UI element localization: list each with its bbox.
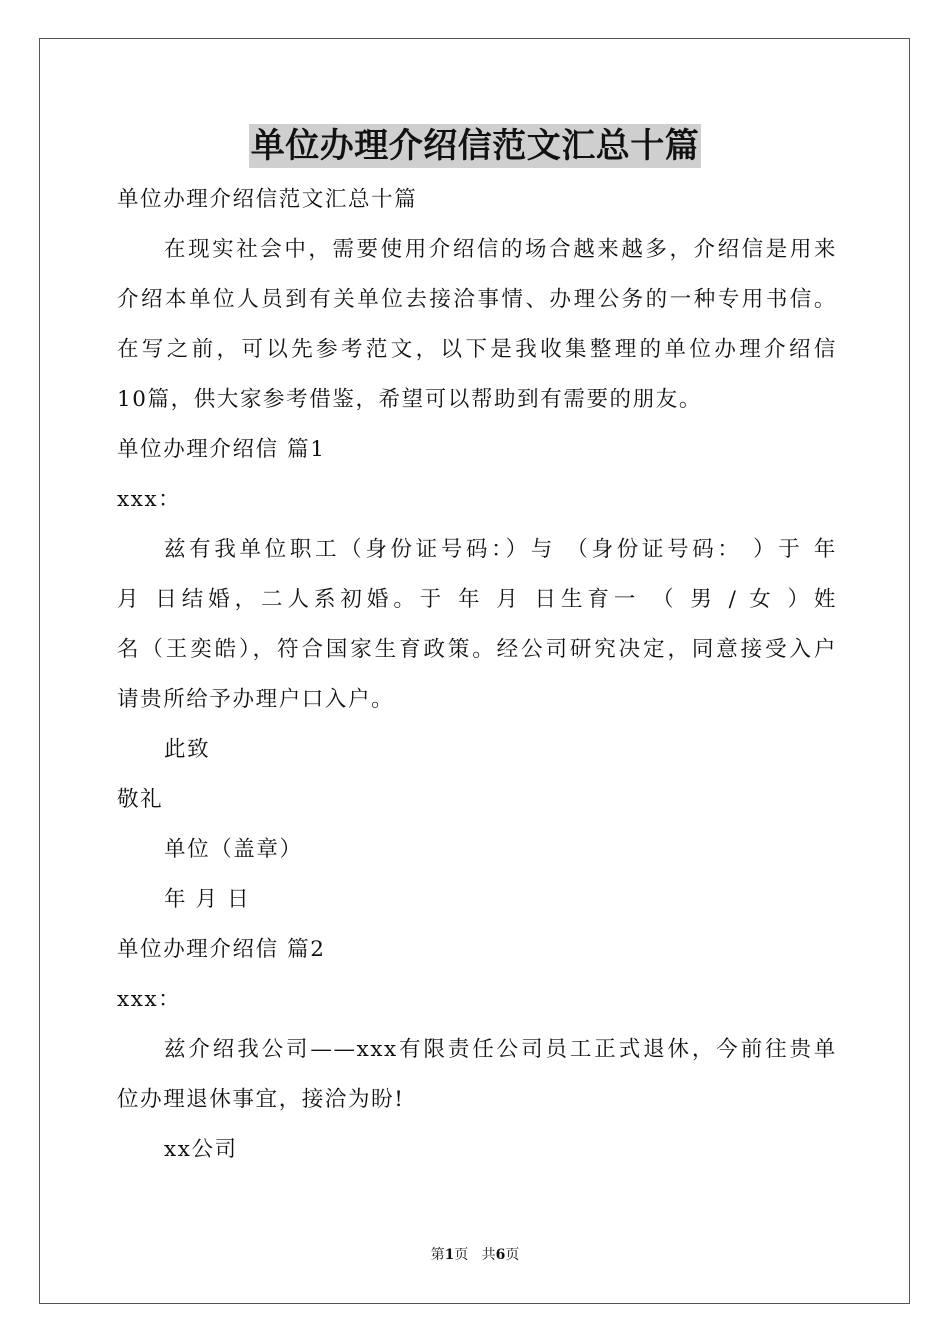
total-label-prefix: 共	[481, 1247, 496, 1263]
total-page-number: 6	[495, 1247, 506, 1263]
text-line: 年 月 日	[164, 887, 251, 912]
text-line: 单位办理介绍信范文汇总十篇	[117, 187, 418, 212]
text-line: 介绍本单位人员到有关单位去接洽事情、办理公务的一种专用书信。	[117, 287, 837, 312]
text-line: 单位（盖章）	[164, 837, 303, 862]
text-line: xxx：	[117, 487, 182, 512]
current-page-number: 1	[444, 1247, 455, 1263]
document-title: 单位办理介绍信范文汇总十篇	[250, 126, 700, 166]
total-label-suffix: 页	[505, 1247, 520, 1263]
text-line: 在写之前，可以先参考范文，以下是我收集整理的单位办理介绍信	[117, 337, 837, 362]
text-line: 位办理退休事宜，接洽为盼!	[117, 1087, 405, 1112]
text-line: 兹介绍我公司——xxx有限责任公司员工正式退休，今前往贵单	[164, 1037, 837, 1062]
title-container	[0, 124, 950, 168]
text-line: 月 日结婚，二人系初婚。于 年 月 日生育一 （ 男 / 女 ）姓	[117, 587, 837, 612]
text-line: 名（王奕皓），符合国家生育政策。经公司研究决定，同意接受入户	[117, 637, 837, 662]
page-label-suffix: 页	[454, 1247, 469, 1263]
text-line: 此致	[164, 737, 211, 762]
document-body	[117, 175, 837, 1175]
text-line: xx公司	[164, 1137, 238, 1162]
page-footer	[0, 1245, 950, 1265]
text-line: 单位办理介绍信 篇1	[117, 437, 326, 462]
text-line: xxx：	[117, 987, 182, 1012]
text-line: 在现实社会中，需要使用介绍信的场合越来越多，介绍信是用来	[164, 237, 837, 262]
text-line: 10篇，供大家参考借鉴，希望可以帮助到有需要的朋友。	[117, 387, 702, 412]
text-line: 单位办理介绍信 篇2	[117, 937, 326, 962]
text-line: 敬礼	[117, 787, 164, 812]
text-line: 兹有我单位职工（身份证号码：）与 （身份证号码： ）于 年	[164, 537, 837, 562]
text-line: 请贵所给予办理户口入户。	[117, 687, 395, 712]
page-label-prefix: 第	[430, 1247, 445, 1263]
